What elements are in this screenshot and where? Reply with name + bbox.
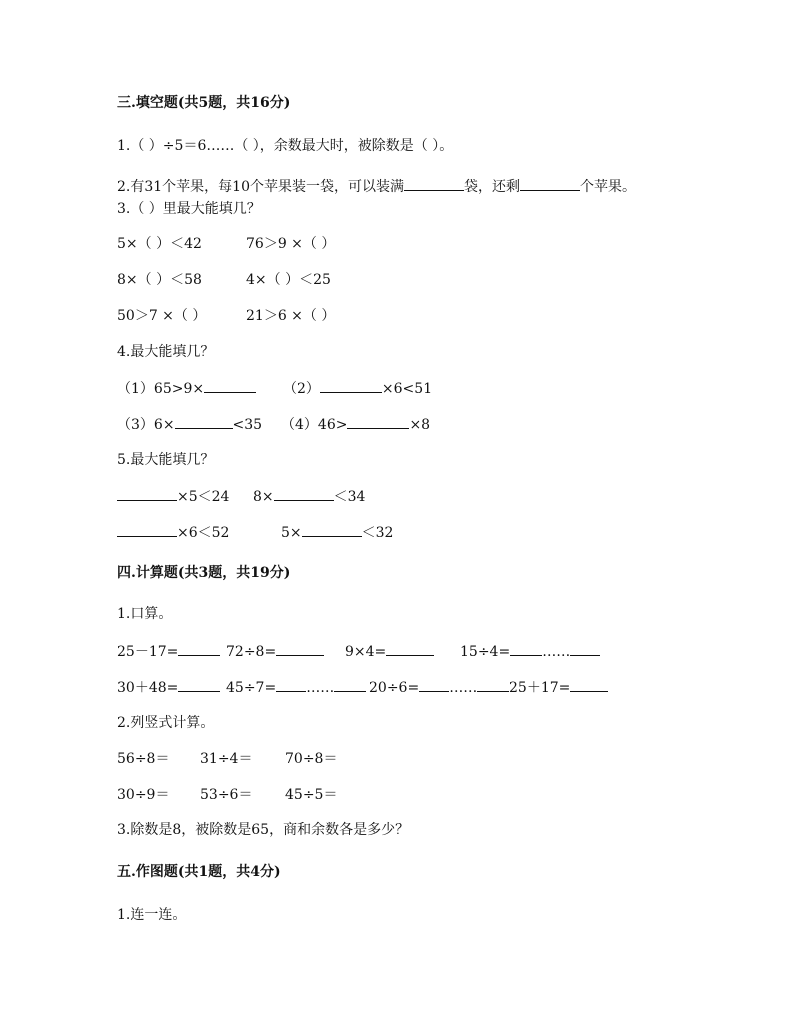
answer-blank[interactable] [570,641,600,656]
answer-blank[interactable] [386,641,434,656]
q4-1-row-2 [117,677,617,697]
question-3-5-title: 5.最大能填几？ [117,452,215,468]
answer-blank[interactable] [347,414,409,429]
q4-2-item: 70÷8＝ [285,751,338,767]
q3-3-row-3 [117,306,517,326]
question-3-4-title: 4.最大能填几？ [117,344,215,360]
q3-5-item: ＜34 [333,489,366,505]
q3-5-row-1 [117,486,517,506]
q4-1-item: 20÷6= [369,680,420,696]
answer-blank[interactable] [334,677,366,692]
q3-4-item: （3）6× [117,417,175,433]
q4-2-item: 30÷9＝ [117,787,170,803]
q3-3-row-2 [117,270,517,290]
q4-1-item: 30＋48= [117,680,179,696]
q3-5-item: ×6＜52 [177,525,230,541]
q3-2-text-c: 个苹果。 [580,179,636,195]
answer-blank[interactable] [204,378,256,393]
question-3-3-title: 3.（ ）里最大能填几？ [117,201,261,217]
q3-4-row-1 [117,378,517,398]
q4-1-item: 9×4= [345,644,387,660]
answer-blank[interactable] [276,641,324,656]
q3-4-item: <35 [232,417,263,433]
q4-2-item: 56÷8＝ [117,751,170,767]
answer-blank[interactable] [117,486,177,501]
answer-blank[interactable] [404,176,464,191]
q4-2-row-2 [117,785,517,805]
remainder-dots: …… [542,644,571,660]
question-3-2 [117,176,636,197]
q4-1-item: 72÷8= [226,644,277,660]
section-4-title: 四.计算题(共3题，共19分) [117,565,291,581]
q4-1-item: 15÷4= [460,644,511,660]
answer-blank[interactable] [274,486,334,501]
q3-2-text-a: 2.有31个苹果，每10个苹果装一袋，可以装满 [117,179,404,195]
q3-3-item: 8×（ ）＜58 [117,272,202,288]
q3-5-item: 8× [253,489,274,505]
question-5-1: 1.连一连。 [117,907,187,923]
section-5-title: 五.作图题(共1题，共4分) [117,864,281,880]
q3-3-item: 5×（ ）＜42 [117,236,202,252]
q4-2-item: 31÷4＝ [200,751,253,767]
section-3-title: 三.填空题(共5题，共16分) [117,95,291,111]
q3-2-text-b: 袋，还剩 [464,179,520,195]
question-4-1-title: 1.口算。 [117,606,173,622]
answer-blank[interactable] [175,414,233,429]
answer-blank[interactable] [178,641,220,656]
q4-2-item: 45÷5＝ [285,787,338,803]
answer-blank[interactable] [302,522,362,537]
q3-4-item: （4）46> [281,417,348,433]
answer-blank[interactable] [570,677,608,692]
answer-blank[interactable] [477,677,509,692]
answer-blank[interactable] [510,641,542,656]
q3-4-item: ×6<51 [381,381,433,397]
q3-5-item: ＜32 [361,525,394,541]
q3-3-item: 50＞7 ×（ ） [117,308,207,324]
answer-blank[interactable] [320,378,382,393]
q3-5-item: 5× [281,525,302,541]
q4-1-item: 25－17= [117,644,179,660]
q3-5-row-2 [117,522,517,542]
q4-2-item: 53÷6＝ [200,787,253,803]
q3-4-item: ×8 [409,417,431,433]
q4-1-item: 25＋17= [509,680,571,696]
answer-blank[interactable] [117,522,177,537]
answer-blank[interactable] [419,677,449,692]
q4-1-item: 45÷7= [226,680,277,696]
q4-1-row-1 [117,641,617,661]
remainder-dots: …… [449,680,478,696]
question-4-3: 3.除数是8，被除数是65，商和余数各是多少？ [117,822,410,838]
question-4-2-title: 2.列竖式计算。 [117,715,215,731]
q3-3-row-1 [117,234,517,254]
answer-blank[interactable] [178,677,220,692]
remainder-dots: …… [306,680,335,696]
answer-blank[interactable] [520,176,580,191]
q3-4-row-2 [117,414,517,434]
q3-5-item: ×5＜24 [177,489,230,505]
q3-4-item: （1）65>9× [117,381,205,397]
q4-2-row-1 [117,749,517,769]
answer-blank[interactable] [276,677,306,692]
q3-3-item: 21＞6 ×（ ） [246,308,336,324]
q3-4-item: （2） [283,381,320,397]
question-3-1: 1.（ ）÷5＝6……（ ），余数最大时，被除数是（ ）。 [117,138,454,154]
q3-3-item: 76＞9 ×（ ） [246,236,336,252]
q3-3-item: 4×（ ）＜25 [246,272,331,288]
